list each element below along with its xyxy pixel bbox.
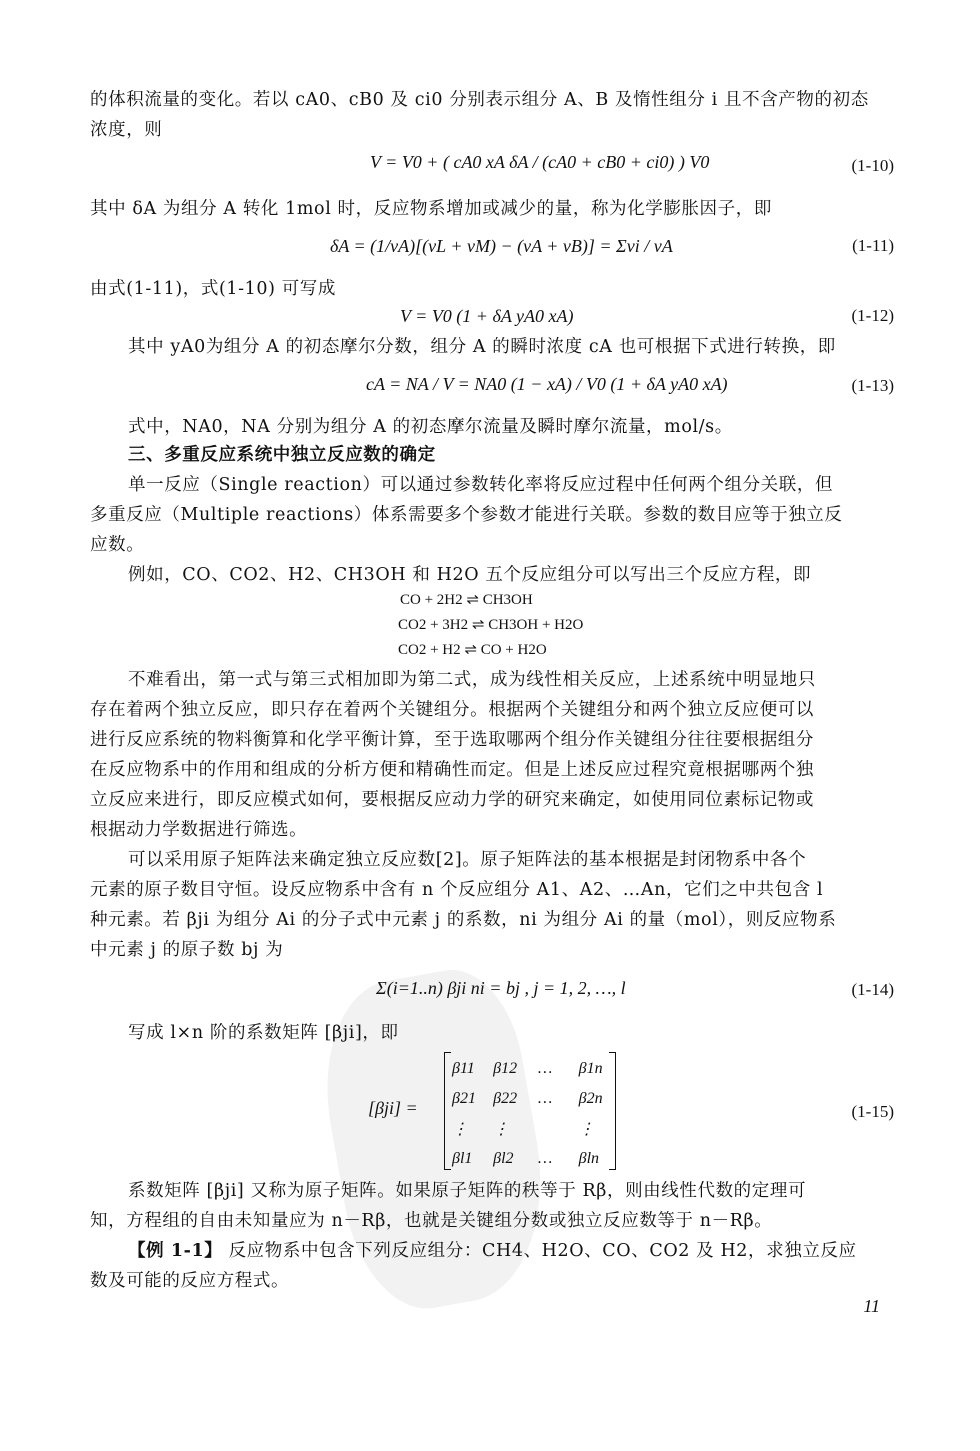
matrix-cell: βln xyxy=(578,1150,600,1167)
matrix-row xyxy=(451,1114,615,1144)
matrix-cell: β12 xyxy=(493,1060,518,1077)
text-line: 进行反应系统的物料衡算和化学平衡计算，至于选取哪两个组分作关键组分往往要根据组分 xyxy=(90,730,814,750)
text-line: 立反应来进行，即反应模式如何，要根据反应动力学的研究来确定，如使用同位素标记物或 xyxy=(90,790,814,810)
matrix-cell: … xyxy=(538,1150,553,1167)
text-line: 浓度，则 xyxy=(90,120,163,140)
text-line: 其中 δA 为组分 A 转化 1mol 时，反应物系增加或减少的量，称为化学膨胀因子，即 xyxy=(90,199,772,219)
text-line: 由式(1-11)，式(1-10) 可写成 xyxy=(90,279,337,299)
equation-number: (1-14) xyxy=(851,980,894,999)
text-line: 式中，NA0，NA 分别为组分 A 的初态摩尔流量及瞬时摩尔流量，mol/s。 xyxy=(128,417,733,437)
matrix-cell: β2n xyxy=(578,1090,603,1107)
matrix-cell: ⋮ xyxy=(452,1121,468,1138)
text-line: 在反应物系中的作用和组成的分析方便和精确性而定。但是上述反应过程究竟根据哪两个独 xyxy=(90,760,814,780)
equation-number: (1-12) xyxy=(851,306,894,325)
text-line: 系数矩阵 [βji] 又称为原子矩阵。如果原子矩阵的秩等于 Rβ，则由线性代数的定理可 xyxy=(128,1181,807,1201)
matrix-row xyxy=(451,1084,615,1114)
matrix-cell xyxy=(537,1114,578,1144)
text-line: 不难看出，第一式与第三式相加即为第二式，成为线性相关反应，上述系统中明显地只 xyxy=(128,670,816,690)
example-text: 反应物系中包含下列反应组分：CH4、H2O、CO、CO2 及 H2，求独立反应 xyxy=(222,1241,857,1261)
matrix-cell: β11 xyxy=(452,1060,475,1077)
matrix-cell: β21 xyxy=(452,1090,476,1107)
reaction-3: CO2 + H2 ⇌ CO + H2O xyxy=(398,642,547,658)
matrix-cell: ⋮ xyxy=(493,1121,510,1138)
equation-number: (1-13) xyxy=(851,376,894,395)
equation-1-11: δA = (1/νA)[(νL + νM) − (νA + νB)] = Σνi / νA xyxy=(330,236,673,256)
reaction-2: CO2 + 3H2 ⇌ CH3OH + H2O xyxy=(398,617,584,633)
matrix-cell: ⋮ xyxy=(578,1121,595,1138)
text-line: 多重反应（Multiple reactions）体系需要多个参数才能进行关联。参数的数目应等于独立反 xyxy=(90,505,843,525)
matrix-cell: βl1 xyxy=(452,1150,473,1167)
matrix-cell: β1n xyxy=(578,1060,603,1077)
reaction-1: CO + 2H2 ⇌ CH3OH xyxy=(400,592,533,608)
text-line: 种元素。若 βji 为组分 Ai 的分子式中元素 j 的系数，ni 为组分 Ai 的量（mol），则反应物系 xyxy=(90,910,837,930)
text-line: 应数。 xyxy=(90,535,145,555)
matrix-lhs: [βji] = xyxy=(368,1098,418,1118)
matrix-cell: β22 xyxy=(493,1090,518,1107)
equation-1-12: V = V0 (1 + δA yA0 xA) xyxy=(400,306,574,326)
text-line: 其中 yA0为组分 A 的初态摩尔分数，组分 A 的瞬时浓度 cA 也可根据下式进行转换，即 xyxy=(128,337,836,357)
atom-matrix xyxy=(444,1052,616,1170)
text-line: 例如，CO、CO2、H2、CH3OH 和 H2O 五个反应组分可以写出三个反应方程，即 xyxy=(128,565,812,585)
example-label: 【例 1-1】 xyxy=(128,1241,223,1261)
equation-1-14: Σ(i=1..n) βji ni = bj , j = 1, 2, …, l xyxy=(376,978,626,998)
matrix-row xyxy=(451,1144,615,1174)
text-line: 的体积流量的变化。若以 cA0、cB0 及 ci0 分别表示组分 A、B 及惰性组分 i 且不含产物的初态 xyxy=(90,90,869,110)
text-line: 单一反应（Single reaction）可以通过参数转化率将反应过程中任何两个组分关联，但 xyxy=(128,475,834,495)
example-line xyxy=(128,1238,896,1264)
equation-1-10: V = V0 + ( cA0 xA δA / (cA0 + cB0 + ci0) ) V0 xyxy=(370,152,710,172)
text-line: 数及可能的反应方程式。 xyxy=(90,1271,290,1291)
text-line: 存在着两个独立反应，即只存在着两个关键组分。根据两个关键组分和两个独立反应便可以 xyxy=(90,700,814,720)
text-line: 可以采用原子矩阵法来确定独立反应数[2]。原子矩阵法的基本根据是封闭物系中各个 xyxy=(128,850,807,870)
text-line: 知，方程组的自由未知量应为 n－Rβ，也就是关键组分数或独立反应数等于 n－Rβ。 xyxy=(90,1211,773,1231)
text-line: 元素的原子数目守恒。设反应物系中含有 n 个反应组分 A1、A2、…An，它们之中共包含 l xyxy=(90,880,824,900)
matrix-cell: βl2 xyxy=(493,1150,514,1167)
matrix-cell: … xyxy=(538,1090,553,1107)
matrix-row xyxy=(451,1054,615,1084)
equation-1-13: cA = NA / V = NA0 (1 − xA) / V0 (1 + δA yA0 xA) xyxy=(366,374,728,394)
equation-number: (1-15) xyxy=(851,1102,894,1121)
text-line: 写成 l×n 阶的系数矩阵 [βji]，即 xyxy=(128,1023,399,1043)
matrix-cell: … xyxy=(538,1060,553,1077)
text-line: 根据动力学数据进行筛选。 xyxy=(90,820,308,840)
section-heading: 三、多重反应系统中独立反应数的确定 xyxy=(128,445,436,465)
equation-number: (1-11) xyxy=(852,236,894,255)
equation-number: (1-10) xyxy=(851,156,894,175)
page-number: 11 xyxy=(863,1296,880,1316)
text-line: 中元素 j 的原子数 bj 为 xyxy=(90,940,284,960)
